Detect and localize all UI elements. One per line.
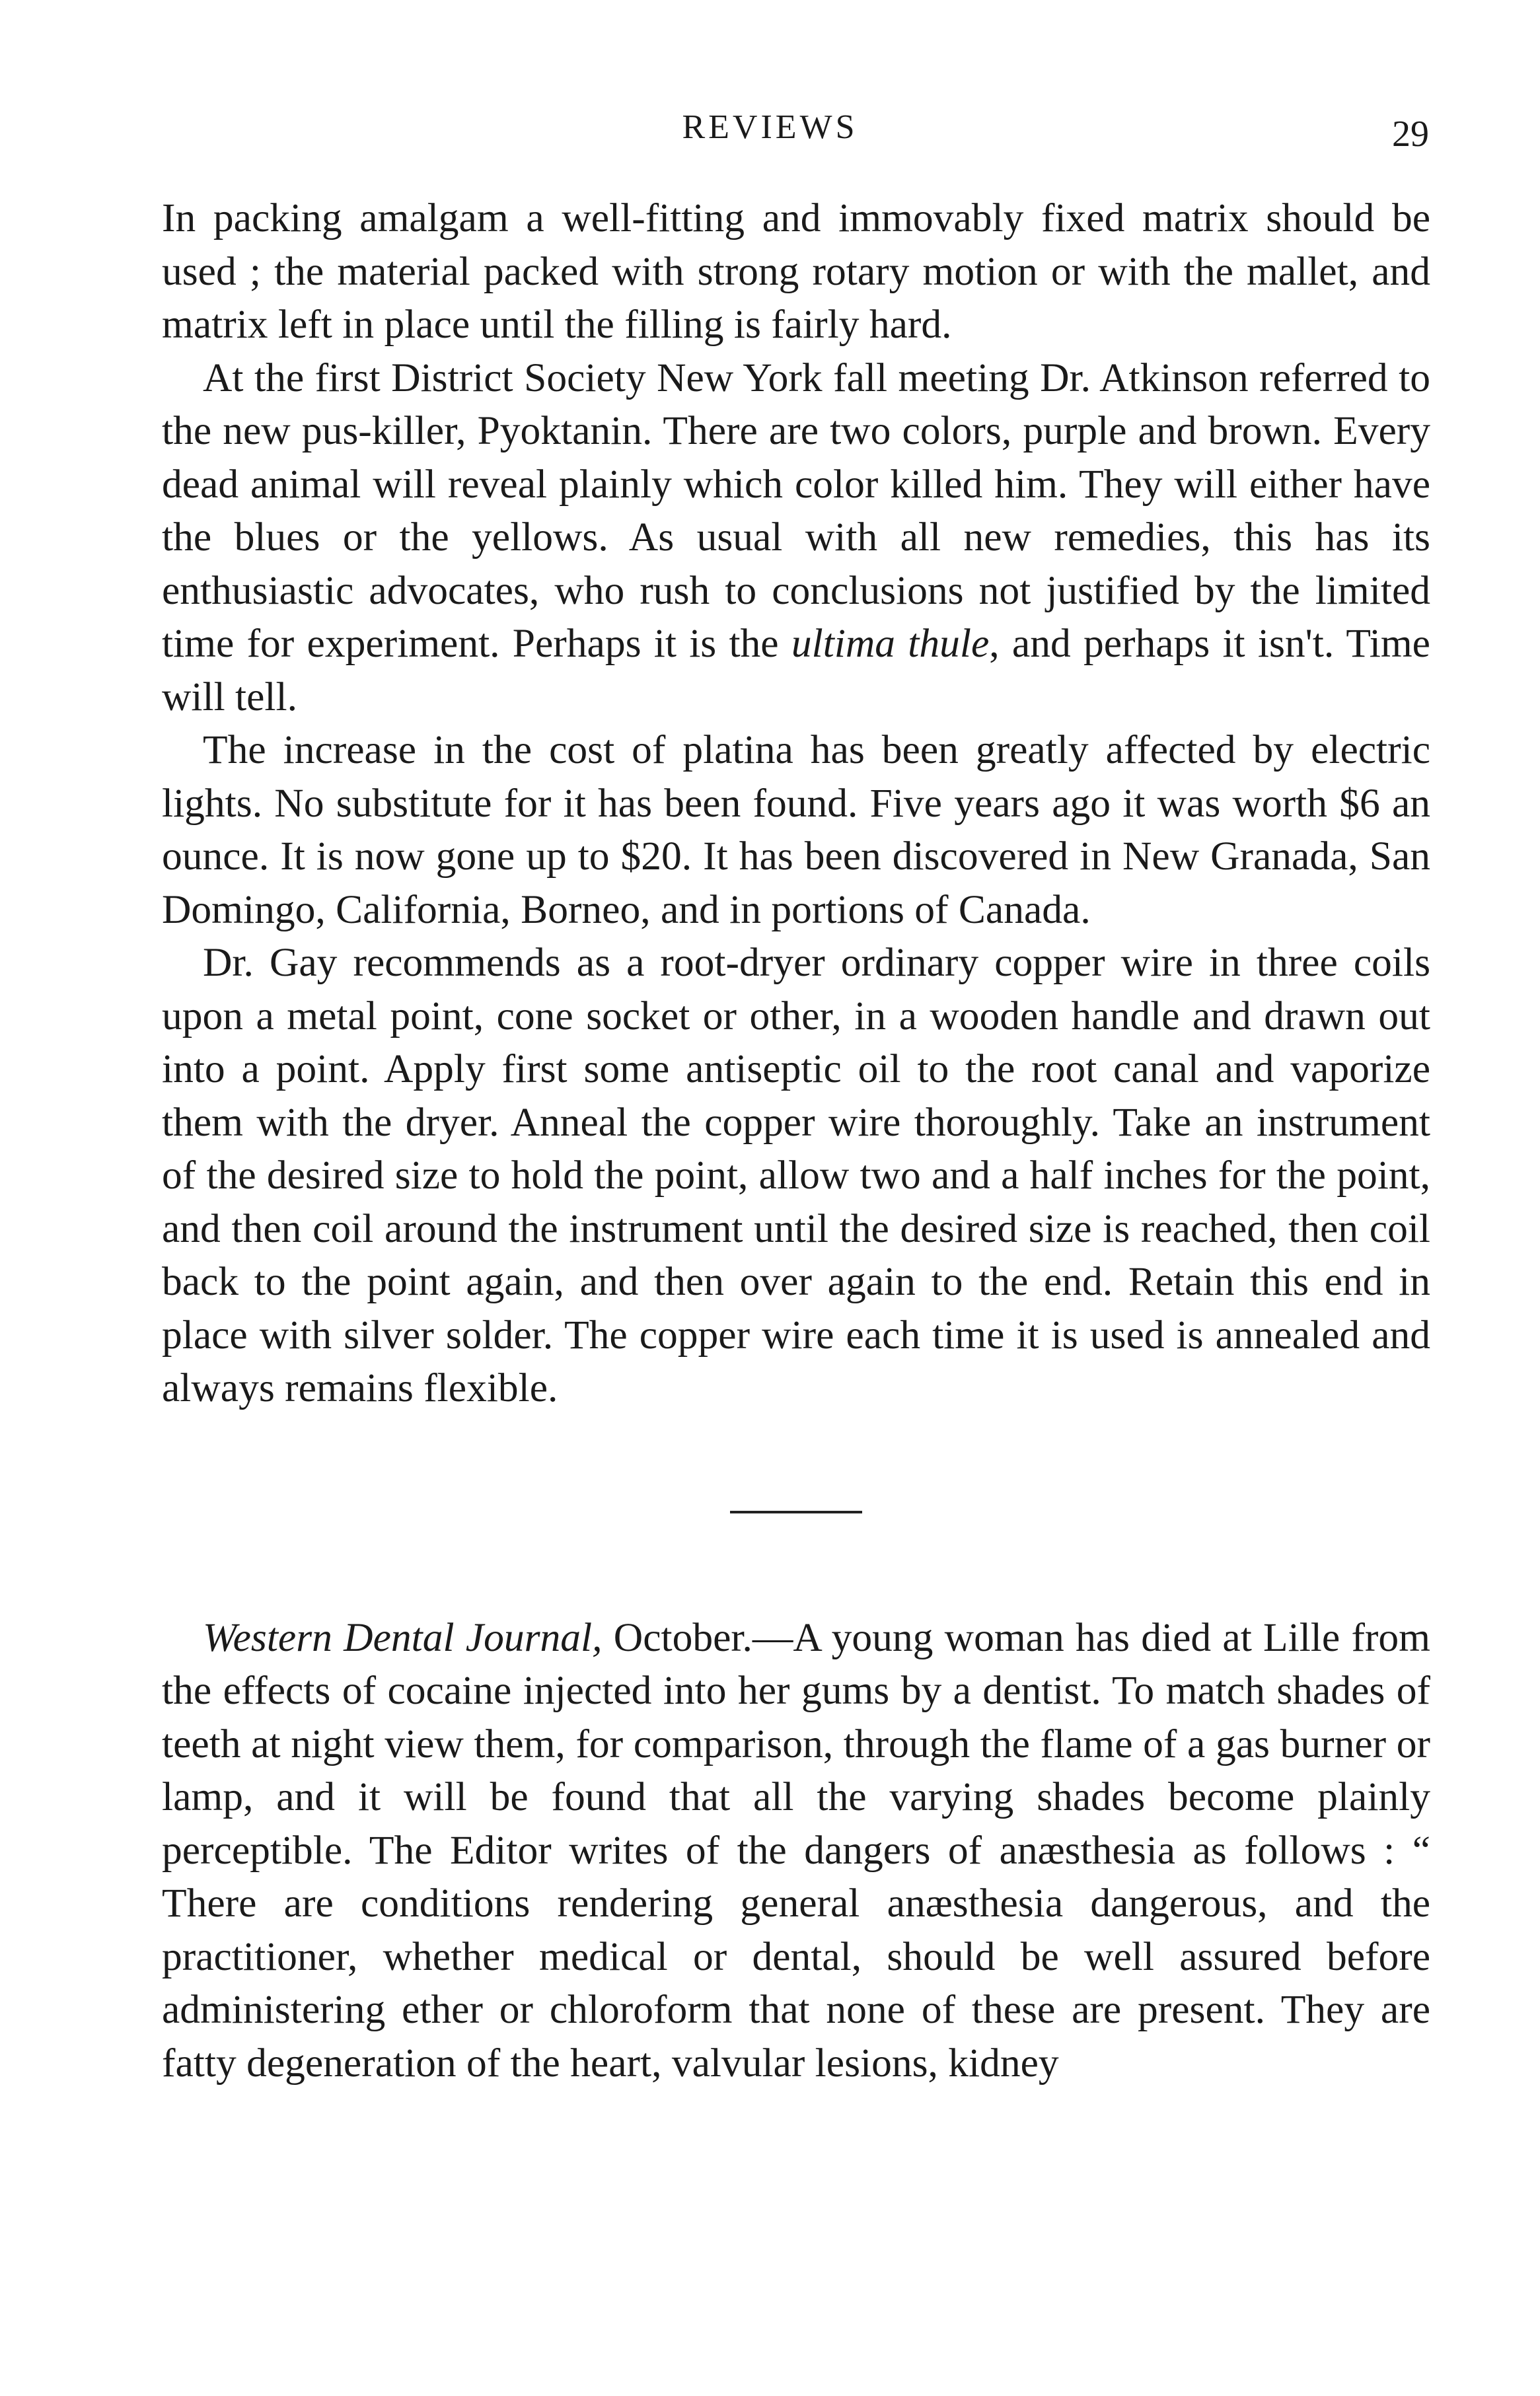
running-head bbox=[0, 104, 1540, 155]
paragraph-text-after: October.—A young woman has died at Lille from the effects of cocaine injected into her gums by a dentist. To match shades of teeth at night view them, for comparison, through the flame of a gas burner or lamp, and it will be found that all the varying shades become plainly perceptible. The Editor writes of the dangers of anæsthesia as follows : “ There are conditions rendering general anæsthesia dangerous, and the practitioner, whether medical or dental, should be well assured before administering ether or chloroform that none of these are present. They are fatty degeneration of the heart, valvular lesions, kidney bbox=[162, 1615, 1430, 2086]
body-text bbox=[162, 192, 1430, 2089]
running-title: REVIEWS bbox=[682, 108, 858, 146]
italic-phrase: ultima thule bbox=[791, 621, 990, 666]
paragraph-amalgam bbox=[162, 192, 1430, 351]
section-divider bbox=[730, 1511, 862, 1513]
paragraph-platina bbox=[162, 723, 1430, 936]
page-number: 29 bbox=[1392, 114, 1429, 155]
paragraph-text: In packing amalgam a well-fitting and immovably fixed matrix should be used ; the material packed with strong rotary motion or with the mallet, and matrix left in place until the filling is fairly hard. bbox=[162, 196, 1430, 347]
paragraph-text: The increase in the cost of platina has been greatly affected by electric lights. No substitute for it has been found. Five years ago it was worth $6 an ounce. It is now gone up to $20. It has been discovered in New Granada, San Domingo, California, Borneo, and in portions of Canada. bbox=[162, 727, 1430, 932]
paragraph-pyoktanin bbox=[162, 351, 1430, 724]
paragraph-text: Dr. Gay recommends as a root-dryer ordinary copper wire in three coils upon a metal point, cone socket or other, in a wooden handle and drawn out into a point. Apply first some antiseptic oil to the root canal and vaporize them with the dryer. Anneal the copper wire thoroughly. Take an instrument of the desired size to hold the point, allow two and a half inches for the point, and then coil around the instrument until the desired size is reached, then coil back to the point again, and then over again to the end. Retain this end in place with silver solder. The copper wire each time it is used is annealed and always remains flexible. bbox=[162, 940, 1430, 1410]
paragraph-text-after: , and perhaps it isn't. Time will tell. bbox=[162, 621, 1430, 719]
paragraph-text: At the first District Society New York fall meeting Dr. Atkinson referred to the new pus-killer, Pyoktanin. There are two colors, purple and brown. Every dead animal will reveal plainly which color killed him. They will either have the blues or the yellows. As usual with all new remedies, this has its enthusiastic advocates, who rush to conclusions not justified by the limited time for experiment. Perhaps it is the bbox=[162, 355, 1430, 666]
paragraph-western-dental-journal bbox=[162, 1611, 1430, 2090]
paragraph-root-dryer bbox=[162, 936, 1430, 1415]
journal-title: Western Dental Journal, bbox=[203, 1615, 603, 1660]
